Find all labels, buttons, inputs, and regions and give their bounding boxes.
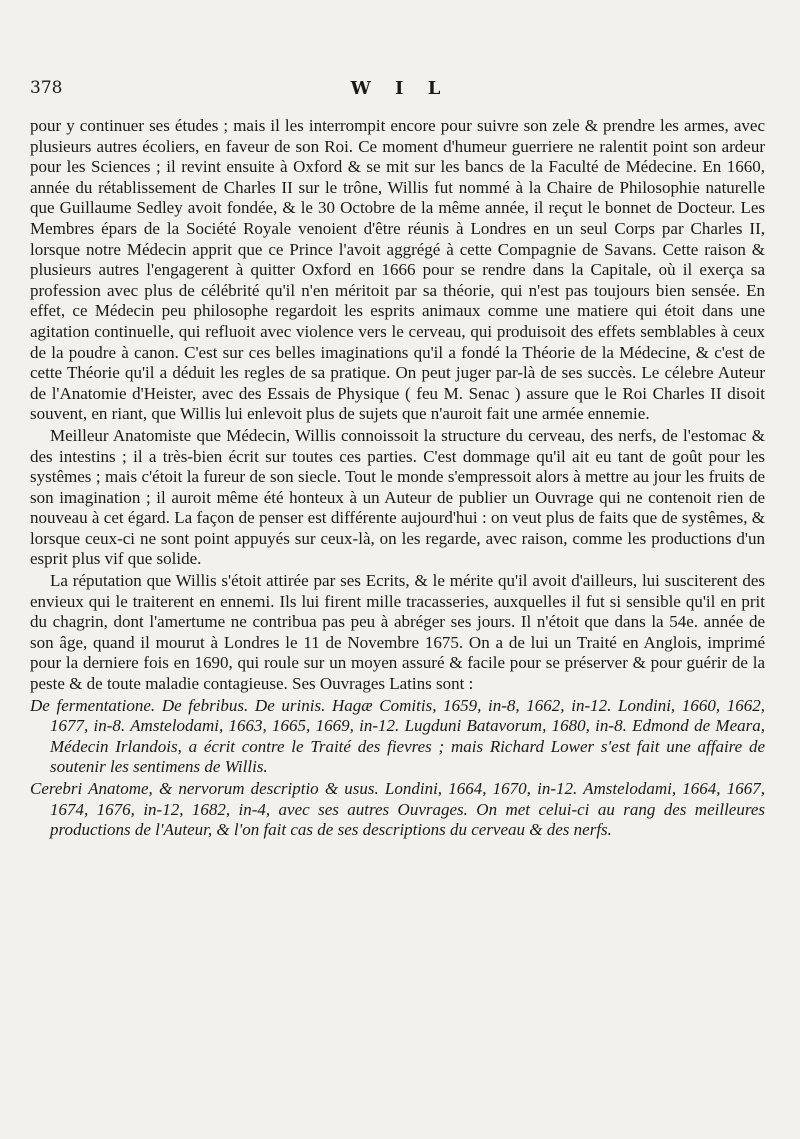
page-header [30,78,770,104]
paragraph-early-career: pour y continuer ses études ; mais il les interrompit encore pour suivre son zele & prendre les armes, avec plusieurs autres écoliers, en faveur de son Roi. Ce moment d'humeur guerriere ne ralentit point son ardeur pour les Sciences ; il revint ensuite à Oxford & se mit sur les bancs de la Faculté de Médecine. En 1660, année du rétablissement de Charles II sur le trône, Willis fut nommé à la Chaire de Philosophie naturelle que Guillaume Sedley avoit fondée, & le 30 Octobre de la même année, il reçut le bonnet de Docteur. Les Membres épars de la Société Royale venoient d'être réunis à Londres en un seul Corps par Charles II, lorsque notre Médecin apprit que ce Prince l'avoit aggrégé à cette Compagnie de Savans. Cette raison & plusieurs autres l'engagerent à quitter Oxford en 1666 pour se rendre dans la Capitale, où il exerça sa profession avec plus de célébrité qu'il n'en méritoit par sa théorie, qui n'est pas toujours bien sensée. En effet, ce Médecin peu philosophe regardoit les esprits animaux comme une matiere qui étoit dans une agitation continuelle, qui refluoit avec violence vers le cerveau, qui produisoit des effets semblables à ceux de la poudre à canon. C'est sur ces belles imaginations qu'il a fondé la Théorie de la Médecine, & c'est de cette Théorie qu'il a déduit les regles de sa pratique. On peut juger par-là de ses succès. Le célebre Auteur de l'Anatomie d'Heister, avec des Essais de Physique ( feu M. Senac ) assure que le Roi Charles II disoit souvent, en riant, que Willis lui enlevoit plus de sujets que n'auroit fait une armée ennemie. [30,116,765,424]
paragraph-reputation: La réputation que Willis s'étoit attirée par ses Ecrits, & le mérite qu'il avoit d'ailleurs, lui susciterent des envieux qui le traiterent en ennemi. Ils lui firent mille tracasseries, auxquelles il fut si sensible qu'il en prit du chagrin, dont l'amertume ne contribua pas peu à abréger ses jours. Il n'étoit que dans la 54e. année de son âge, quand il mourut à Londres le 11 de Novembre 1675. On a de lui un Traité en Anglois, imprimé pour la derniere fois en 1690, qui roule sur un moyen assuré & facile pour se préserver & pour guérir de la peste & de toute maladie contagieuse. Ses Ouvrages Latins sont : [30,571,765,694]
paragraph-anatomist: Meilleur Anatomiste que Médecin, Willis connoissoit la structure du cerveau, des nerfs, de l'estomac & des intestins ; il a très-bien écrit sur toutes ces parties. C'est dommage qu'il ait eu tant de goût pour les systêmes ; mais c'étoit la fureur de son siecle. Tout le monde s'empressoit alors à mettre au jour les fruits de son imagination ; il auroit même été honteux à un Auteur de publier un Ouvrage qui ne contenoit rien de nouveau à cet égard. La façon de penser est différente aujourd'hui : on veut plus de faits que de systêmes, & lorsque ceux-ci ne sont point appuyés sur ceux-là, on les regarde, avec raison, comme les productions d'un esprit plus vif que solide. [30,425,765,569]
page-number: 378 [30,78,63,98]
running-head: W I L [350,78,450,99]
bibliography-entry-fermentatione: De fermentatione. De febribus. De urinis. Hagæ Comitis, 1659, in-8, 1662, in-12. Londini, 1660, 1662, 1677, in-8. Amstelodami, 1663, 1665, 1669, in-12. Lugduni Batavorum, 1680, in-8. Edmond de Meara, Médecin Irlandois, a écrit contre le Traité des fievres ; mais Richard Lower s'est fait une affaire de soutenir les sentimens de Willis. [30,695,765,777]
bibliography-entry-cerebri-anatome: Cerebri Anatome, & nervorum descriptio & usus. Londini, 1664, 1670, in-12. Amstelodami, 1664, 1667, 1674, 1676, in-12, 1682, in-4, avec ses autres Ouvrages. On met celui-ci au rang des meilleures productions de l'Auteur, & l'on fait cas de ses descriptions du cerveau & des nerfs. [30,779,765,840]
body-text [30,116,765,841]
